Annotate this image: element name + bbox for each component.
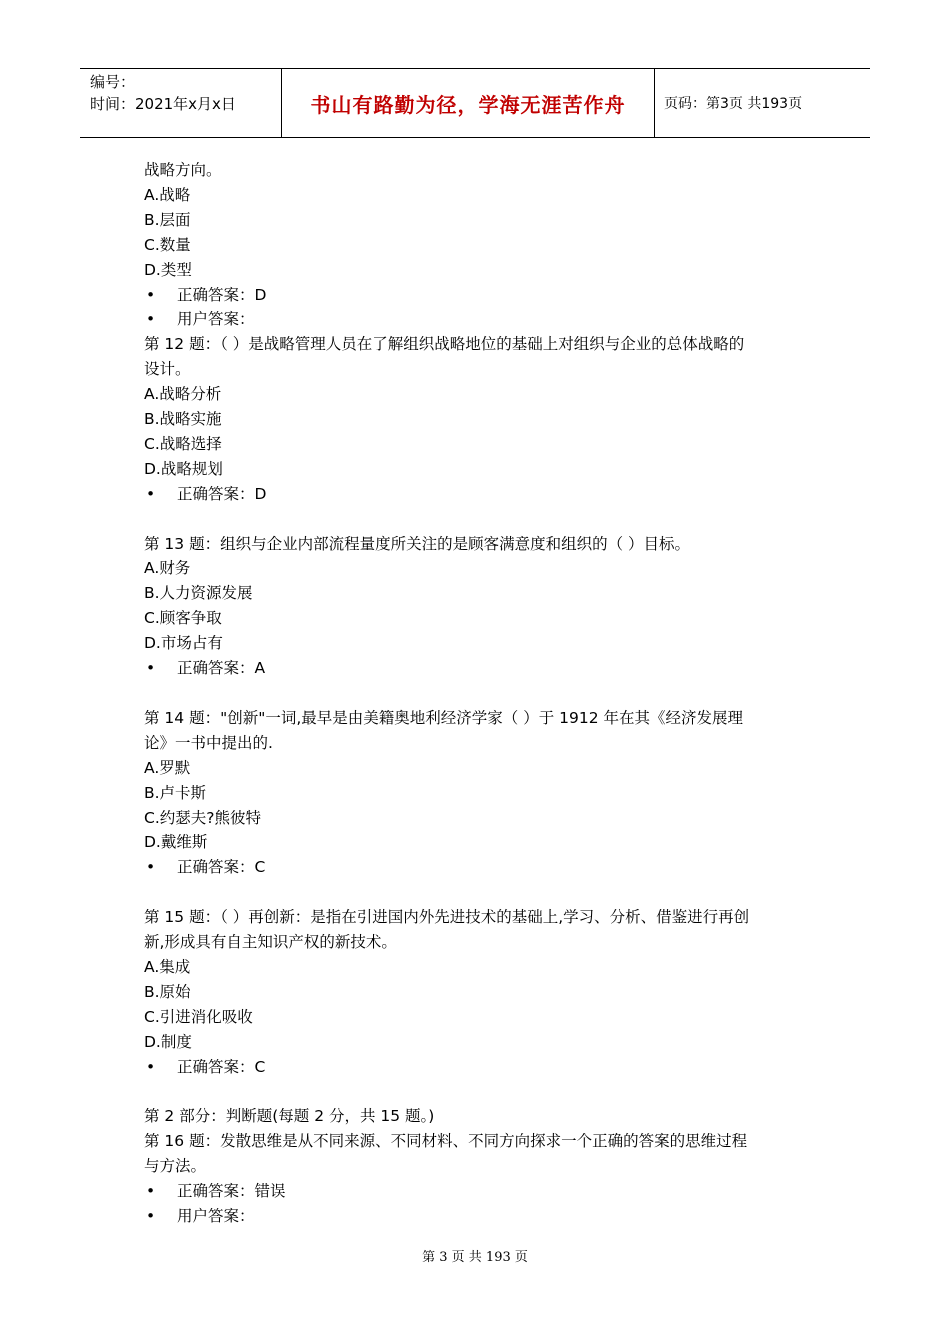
text-line: B.卢卡斯 <box>144 783 207 802</box>
text-line: B.人力资源发展 <box>144 584 253 603</box>
answer-item <box>144 656 814 681</box>
answer-item <box>144 1179 814 1204</box>
bullet-icon: • <box>146 285 156 304</box>
answer-text: 正确答案：C <box>177 858 266 877</box>
text-line: 第 15 题：（ ）再创新：是指在引进国内外先进技术的基础上,学习、分析、借鉴进行再创 <box>144 908 750 927</box>
text-line: C.数量 <box>144 235 191 254</box>
document-body <box>144 158 814 1229</box>
text-line: D.市场占有 <box>144 634 223 653</box>
text-line: 设计。 <box>144 360 191 379</box>
bullet-icon: • <box>146 1207 156 1225</box>
text-line: A.战略分析 <box>144 385 222 404</box>
bullet-icon: • <box>146 484 156 503</box>
time-label: 时间：2021年x月x日 <box>90 95 236 113</box>
answer-item <box>144 1055 814 1080</box>
bullet-icon: • <box>146 858 156 877</box>
header-meta <box>80 69 282 137</box>
text-line: 论》一书中提出的. <box>144 733 273 752</box>
answer-item <box>144 307 814 332</box>
text-line: B.层面 <box>144 210 191 229</box>
answer-item <box>144 855 814 880</box>
answer-text: 正确答案：错误 <box>177 1182 286 1201</box>
text-line: C.战略选择 <box>144 434 222 453</box>
text-line: C.顾客争取 <box>144 609 222 628</box>
text-line: A.罗默 <box>144 758 191 777</box>
answer-item <box>144 283 814 308</box>
text-line: D.战略规划 <box>144 459 223 478</box>
answer-text: 正确答案：C <box>177 1057 266 1076</box>
text-line: 第 2 部分：判断题(每题 2 分，共 15 题。) <box>144 1107 435 1126</box>
header-motto-cell <box>282 69 655 137</box>
blank-line <box>144 507 814 532</box>
answer-text: 正确答案：A <box>177 659 266 678</box>
number-label: 编号： <box>90 73 136 91</box>
page-footer: 第 3 页 共 193 页 <box>422 1250 528 1265</box>
text-line: D.制度 <box>144 1032 192 1051</box>
text-line: A.战略 <box>144 185 191 204</box>
answer-text: 正确答案：D <box>177 484 267 503</box>
bullet-icon: • <box>146 310 156 329</box>
answer-text: 用户答案： <box>177 310 255 329</box>
text-line: 新,形成具有自主知识产权的新技术。 <box>144 933 397 952</box>
answer-item <box>144 482 814 507</box>
answer-text: 正确答案：D <box>177 285 267 304</box>
bullet-icon: • <box>146 1057 156 1076</box>
page-header <box>80 68 870 138</box>
text-line: D.类型 <box>144 260 192 279</box>
text-line: 战略方向。 <box>144 161 222 179</box>
header-page-info <box>655 69 870 137</box>
answer-item <box>144 1204 814 1229</box>
text-line: A.集成 <box>144 957 191 976</box>
text-line: D.戴维斯 <box>144 833 208 852</box>
text-line: 第 12 题：（ ）是战略管理人员在了解组织战略地位的基础上对组织与企业的总体战略的 <box>144 335 745 354</box>
bullet-icon: • <box>146 659 156 678</box>
text-line: C.引进消化吸收 <box>144 1007 253 1026</box>
blank-line <box>144 681 814 706</box>
blank-line <box>144 880 814 905</box>
motto: 书山有路勤为径，学海无涯苦作舟 <box>310 92 626 117</box>
text-line: B.战略实施 <box>144 410 222 429</box>
text-line: 与方法。 <box>144 1157 207 1176</box>
page-info: 页码：第3页 共193页 <box>664 96 803 112</box>
text-line: B.原始 <box>144 982 191 1001</box>
text-line: 第 16 题：发散思维是从不同来源、不同材料、不同方向探求一个正确的答案的思维过程 <box>144 1132 748 1151</box>
text-line: C.约瑟夫?熊彼特 <box>144 808 261 827</box>
text-line: 第 13 题：组织与企业内部流程量度所关注的是顾客满意度和组织的（ ）目标。 <box>144 534 691 553</box>
blank-line <box>144 1079 814 1104</box>
answer-text: 用户答案： <box>177 1207 255 1225</box>
bullet-icon: • <box>146 1182 156 1201</box>
text-line: 第 14 题："创新"一词,最早是由美籍奥地利经济学家（ ）于 1912 年在其《经济发展理 <box>144 708 743 727</box>
text-line: A.财务 <box>144 559 191 578</box>
